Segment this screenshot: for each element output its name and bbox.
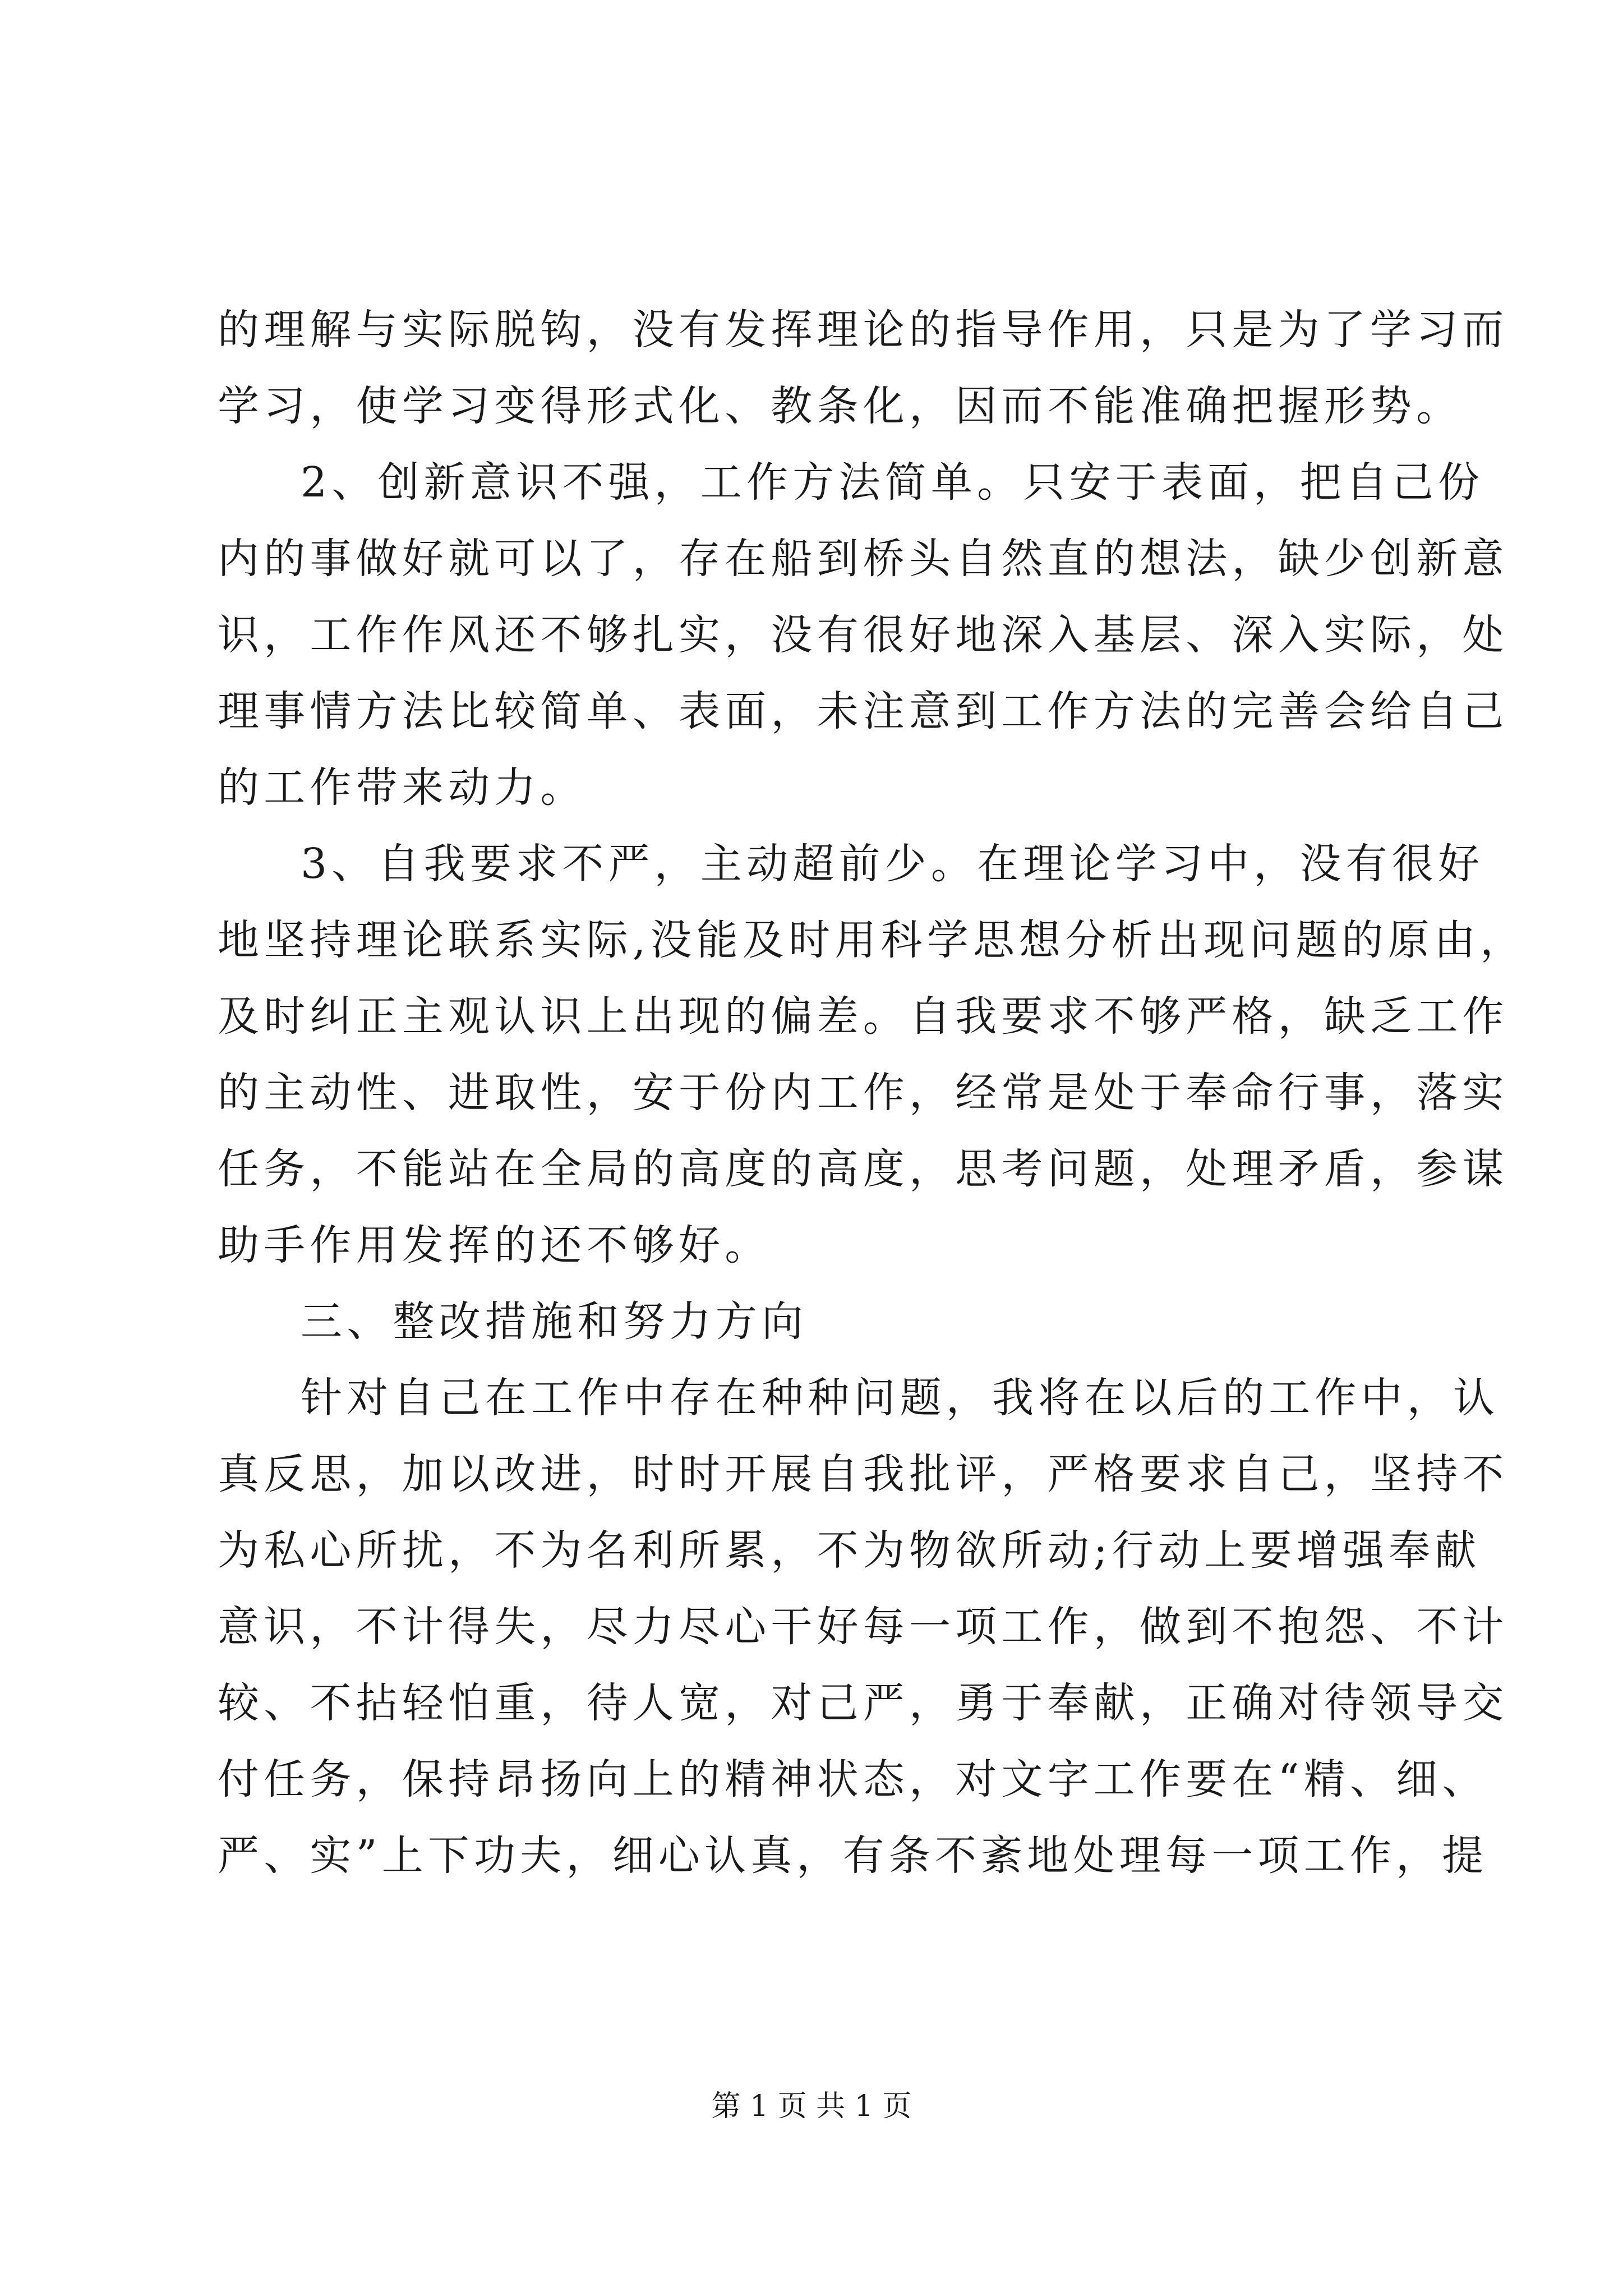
text-line: 付任务，保持昂扬向上的精神状态，对文字工作要在“精、细、 [218,1755,1488,1803]
text-line: 助手作用发挥的还不够好。 [218,1221,771,1269]
text-line: 任务，不能站在全局的高度的高度，思考问题，处理矛盾，参谋 [218,1145,1509,1193]
text-line: 真反思，加以改进，时时开展自我批评，严格要求自己，坚持不 [218,1450,1509,1498]
text-line: 的理解与实际脱钩，没有发挥理论的指导作用，只是为了学习而 [218,306,1509,354]
text-line: 的主动性、进取性，安于份内工作，经常是处于奉命行事，落实 [218,1069,1509,1117]
section-heading: 三、整改措施和努力方向 [301,1297,808,1346]
text-line: 为私心所扰，不为名利所累，不为物欲所动;行动上要增强奉献 [218,1526,1481,1575]
paragraph-start-line: 3、自我要求不严，主动超前少。在理论学习中，没有很好 [301,840,1484,888]
document-body [218,292,1527,1894]
text-line: 地坚持理论联系实际,没能及时用科学思想分析出现问题的原由， [218,916,1527,964]
text-line: 严、实”上下功夫，细心认真，有条不紊地处理每一项工作，提 [218,1832,1488,1880]
text-line: 理事情方法比较简单、表面，未注意到工作方法的完善会给自己 [218,687,1509,735]
text-line: 识，工作作风还不够扎实，没有很好地深入基层、深入实际，处 [218,611,1509,659]
page-number-label: 第 1 页 共 1 页 [711,2090,912,2123]
text-line: 的工作带来动力。 [218,763,587,812]
text-line: 学习，使学习变得形式化、教条化，因而不能准确把握形势。 [218,382,1463,430]
paragraph-start-line: 针对自己在工作中存在种种问题，我将在以后的工作中，认 [301,1374,1500,1422]
text-line: 及时纠正主观认识上出现的偏差。自我要求不够严格，缺乏工作 [218,992,1509,1041]
paragraph-start-line: 2、创新意识不强，工作方法简单。只安于表面，把自己份 [301,458,1484,507]
page-footer [0,2087,1623,2126]
text-line: 内的事做好就可以了，存在船到桥头自然直的想法，缺少创新意 [218,535,1509,583]
text-line: 较、不拈轻怕重，待人宽，对己严，勇于奉献，正确对待领导交 [218,1679,1509,1727]
text-line: 意识，不计得失，尽力尽心干好每一项工作，做到不抱怨、不计 [218,1603,1509,1651]
